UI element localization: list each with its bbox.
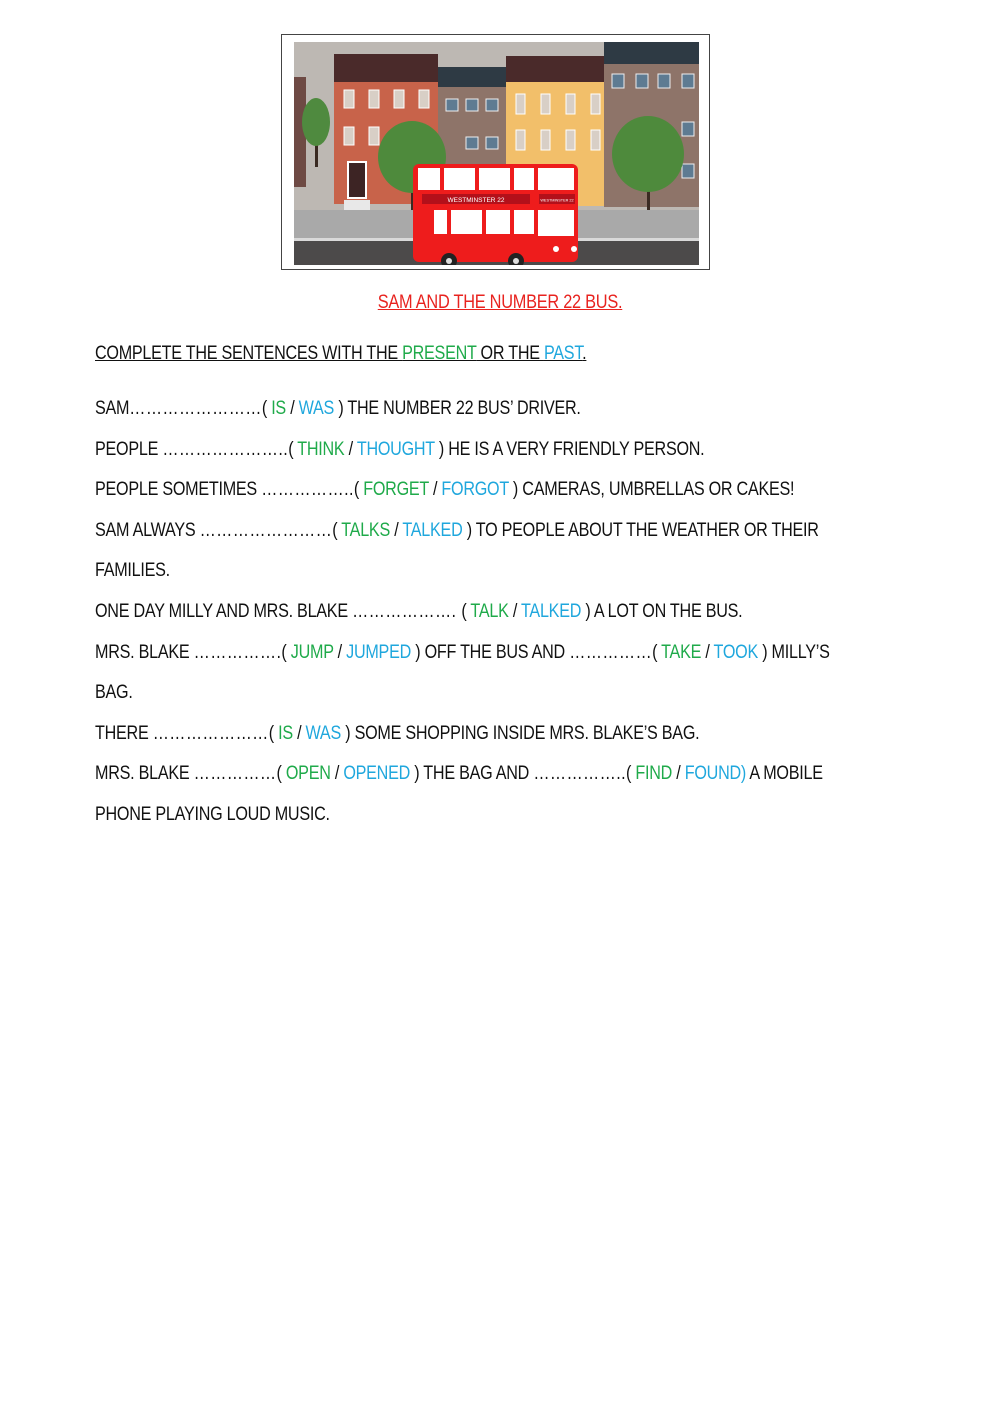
separator: / [285, 398, 299, 419]
answer-blank[interactable]: …………… [193, 763, 277, 785]
paren: ( [353, 479, 364, 501]
answer-blank[interactable]: …………………… [199, 519, 333, 541]
paren: ) [508, 479, 519, 501]
separator: / [333, 641, 347, 663]
paren: ) [340, 722, 351, 744]
paren: ) [334, 398, 344, 419]
separator: / [672, 763, 685, 785]
separator: / [389, 519, 403, 541]
worksheet-title: SAM AND THE NUMBER 22 BUS. [377, 292, 623, 313]
sentence-text: A LOT ON THE BUS. [590, 600, 743, 622]
sentence-text: MILLY’S [767, 641, 830, 663]
instruction-part1: COMPLETE THE SENTENCES WITH THE [95, 343, 403, 364]
separator: / [344, 438, 357, 460]
sentence-text: PHONE PLAYING LOUD MUSIC. [95, 803, 330, 825]
sentence-text: THE NUMBER 22 BUS’ DRIVER. [343, 398, 581, 419]
separator: / [428, 479, 442, 501]
paren: ( [276, 763, 286, 785]
option-past[interactable]: FORGOT [441, 479, 509, 501]
paren: ) [581, 600, 591, 622]
sentence-8-continuation [95, 802, 860, 843]
sentence-text: SAM [95, 398, 130, 419]
instruction-part2: OR THE [476, 343, 544, 364]
answer-blank-2[interactable]: …………… [569, 641, 653, 663]
paren: ( [652, 641, 662, 663]
answer-blank[interactable]: ………………… [152, 722, 269, 744]
sentence-text: A MOBILE [746, 763, 823, 785]
option-past-2[interactable]: FOUND) [684, 763, 747, 785]
sentence-text: SOME SHOPPING INSIDE MRS. BLAKE’S BAG. [350, 722, 700, 744]
option-present[interactable]: THINK [297, 438, 345, 460]
sentence-text: PEOPLE [95, 438, 163, 460]
paren: ( [261, 398, 272, 419]
option-past[interactable]: TALKED [521, 600, 582, 622]
separator: / [701, 641, 714, 663]
paren: ) [434, 438, 444, 460]
sentence-list [95, 396, 995, 843]
sentence-text: MRS. BLAKE [95, 641, 194, 663]
paren: ( [268, 722, 279, 744]
sentence-text: CAMERAS, UMBRELLAS OR CAKES! [518, 479, 795, 501]
answer-blank[interactable]: …………………… [129, 398, 262, 419]
sentence-text: ONE DAY MILLY AND MRS. BLAKE [95, 600, 353, 622]
sentence-text: HE IS A VERY FRIENDLY PERSON. [443, 438, 705, 460]
london-street-image [294, 42, 699, 265]
bus-front-sign: WESTMINSTER 22 [447, 197, 505, 204]
answer-blank-2[interactable]: …………….. [533, 763, 627, 785]
sentence-text: THE BAG AND [419, 763, 534, 785]
option-past[interactable]: THOUGHT [356, 438, 435, 460]
sentence-4 [95, 518, 860, 559]
option-present[interactable]: TALKS [341, 519, 390, 541]
answer-blank[interactable]: …………….. [261, 479, 354, 501]
option-past[interactable]: OPENED [343, 763, 411, 785]
instruction [95, 343, 586, 365]
paren: ) [410, 763, 420, 785]
separator: / [508, 600, 522, 622]
paren: ) [411, 641, 421, 663]
sentence-text: BAG. [95, 682, 133, 704]
sentence-2 [95, 437, 860, 478]
sentence-5 [95, 599, 860, 640]
bus-side-sign: WESTMINSTER 22 [540, 198, 574, 203]
sentence-6-continuation [95, 680, 860, 721]
sentence-text: SAM ALWAYS [95, 519, 200, 541]
separator: / [292, 722, 306, 744]
option-past[interactable]: WAS [305, 722, 341, 744]
option-present[interactable]: FORGET [363, 479, 429, 501]
sentence-text: PEOPLE SOMETIMES [95, 479, 262, 501]
paren: ( [626, 763, 636, 785]
separator: / [330, 763, 344, 785]
sentence-text: OFF THE BUS AND [420, 641, 570, 663]
past-label: PAST [543, 343, 583, 364]
paren: ) [462, 519, 472, 541]
paren: ( [332, 519, 342, 541]
paren: ( [281, 641, 291, 663]
option-present[interactable]: IS [278, 722, 293, 744]
sentence-text: THERE [95, 722, 153, 744]
sentence-3 [95, 477, 860, 518]
sentence-4-continuation [95, 558, 860, 599]
option-past[interactable]: JUMPED [346, 641, 412, 663]
sentence-text: TO PEOPLE ABOUT THE WEATHER OR THEIR [471, 519, 819, 541]
sentence-text: MRS. BLAKE [95, 763, 194, 785]
option-present[interactable]: OPEN [285, 763, 331, 785]
option-past-2[interactable]: TOOK [713, 641, 758, 663]
option-past[interactable]: TALKED [402, 519, 463, 541]
sentence-text: FAMILIES. [95, 560, 170, 582]
sentence-6 [95, 640, 860, 681]
sentence-7 [95, 721, 860, 762]
answer-blank[interactable]: ………………. [352, 600, 462, 622]
paren: ( [461, 600, 471, 622]
option-present-2[interactable]: TAKE [661, 641, 702, 663]
paren: ( [288, 438, 298, 460]
option-present[interactable]: TALK [470, 600, 509, 622]
sentence-8 [95, 761, 860, 802]
option-present[interactable]: IS [271, 398, 286, 419]
illustration-frame [281, 34, 710, 270]
instruction-end: . [582, 343, 587, 364]
answer-blank[interactable]: ………………….. [162, 438, 289, 460]
paren: ) [757, 641, 768, 663]
street-bus-illustration [294, 42, 699, 265]
answer-blank[interactable]: ……………. [193, 641, 282, 663]
option-past[interactable]: WAS [298, 398, 335, 419]
option-present-2[interactable]: FIND [635, 763, 673, 785]
present-label: PRESENT [402, 343, 477, 364]
option-present[interactable]: JUMP [290, 641, 334, 663]
sentence-1 [95, 396, 860, 437]
